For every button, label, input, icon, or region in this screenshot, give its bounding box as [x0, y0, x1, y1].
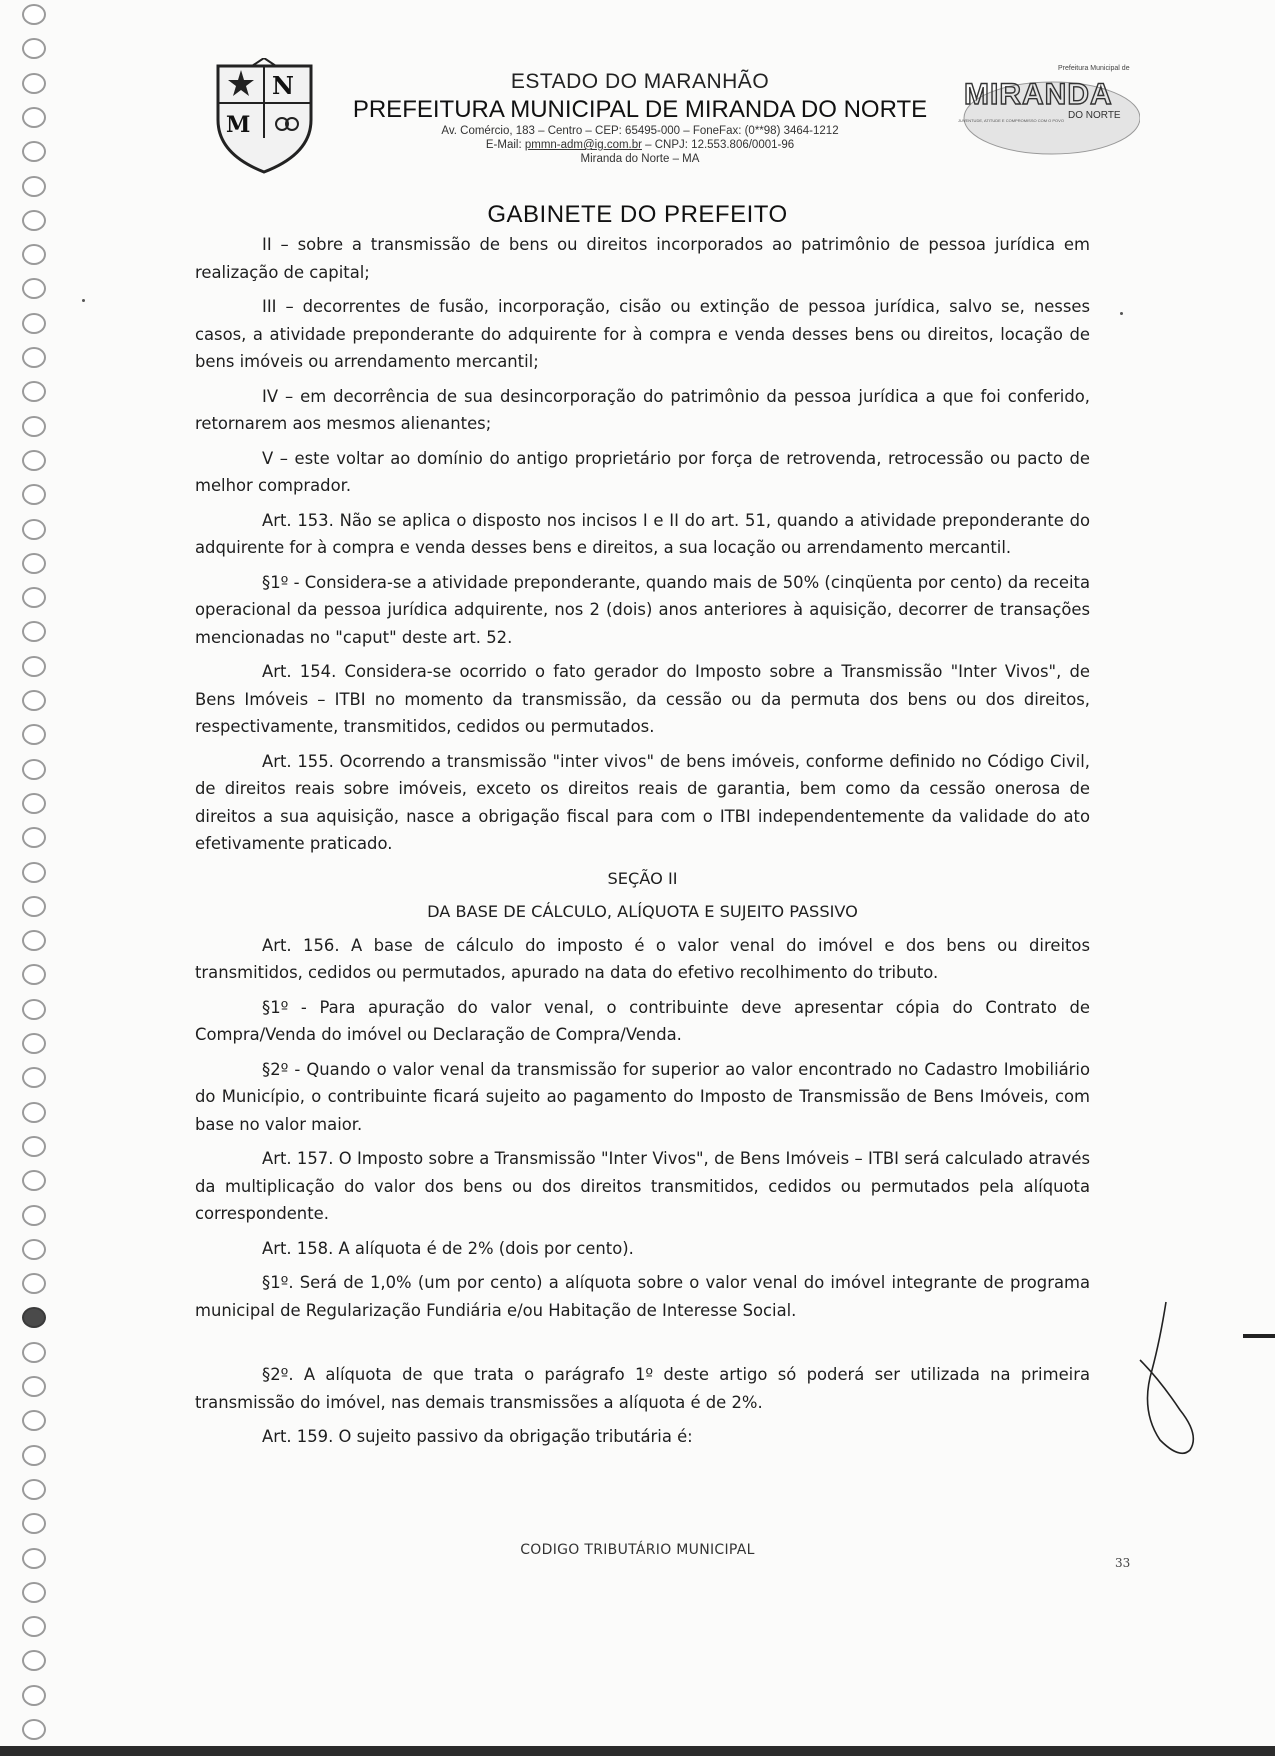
paragraph: §1º - Considera-se a atividade preponderante, quando mais de 50% (cinqüenta por cento) da receita operacional da pessoa jurídica adquirente, nos 2 (dois) anos anteriores à aquisição, decorrer de transações mencionadas no "caput" deste art. 52. — [195, 572, 1090, 647]
binding-hole — [22, 759, 46, 780]
binding-hole — [22, 244, 46, 265]
speck — [1120, 312, 1123, 315]
paragraph: III – decorrentes de fusão, incorporação, cisão ou extinção de pessoa jurídica, salvo se, nesses casos, a atividade preponderante do adquirente for à compra e venda desses bens ou direitos, locação de bens imóveis ou arrendamento mercantil; — [195, 297, 1090, 371]
paragraph: §2º. A alíquota de que trata o parágrafo 1º deste artigo só poderá ser utilizada na primeira transmissão do imóvel, nas demais transmissões a alíquota é de 2%. — [195, 1365, 1090, 1412]
binding-hole — [22, 1479, 46, 1500]
binding-holes — [18, 0, 48, 1756]
binding-hole — [22, 1616, 46, 1637]
paragraph: Art. 153. Não se aplica o disposto nos incisos I e II do art. 51, quando a atividade preponderante do adquirente for à compra e venda desses bens e direitos, a sua locação ou arrendamento mercantil. — [195, 510, 1090, 557]
binding-hole — [22, 1513, 46, 1534]
binding-hole — [22, 827, 46, 848]
binding-hole — [22, 1410, 46, 1431]
crest-letter-m: M — [226, 112, 251, 138]
binding-hole — [22, 1136, 46, 1157]
paragraph: Art. 156. A base de cálculo do imposto é o valor venal do imóvel e dos bens ou direitos transmitidos, cedidos ou permutados, apurado na data do efetivo recolhimento do tributo. — [195, 935, 1090, 982]
edge-mark — [1243, 1334, 1275, 1338]
section-number: SEÇÃO II — [607, 868, 678, 888]
city-line: Miranda do Norte – MA — [580, 153, 700, 165]
binding-hole — [22, 313, 46, 334]
paragraph: IV – em decorrência de sua desincorporação do patrimônio da pessoa jurídica a que foi conferido, retornarem aos mesmos alienantes; — [195, 386, 1090, 433]
binding-hole — [22, 1205, 46, 1226]
binding-hole — [22, 656, 46, 677]
contact-line — [330, 138, 950, 152]
binding-hole — [22, 862, 46, 883]
binding-hole — [22, 484, 46, 505]
paragraph: Art. 157. O Imposto sobre a Transmissão "Inter Vivos", de Bens Imóveis – ITBI será calculado através da multiplicação do valor dos bens ou dos direitos transmitidos, cedidos ou permutados pela alíquota correspondente. — [195, 1149, 1090, 1223]
binding-hole — [22, 1307, 46, 1328]
binding-hole — [22, 964, 46, 985]
binding-hole — [22, 1685, 46, 1706]
binding-hole — [22, 1102, 46, 1123]
binding-hole — [22, 1170, 46, 1191]
paragraph: II – sobre a transmissão de bens ou direitos incorporados ao patrimônio de pessoa jurídica em realização de capital; — [195, 235, 1090, 282]
binding-hole — [22, 621, 46, 642]
page-number: 33 — [1115, 1556, 1131, 1570]
binding-hole — [22, 278, 46, 299]
speck — [82, 299, 85, 302]
section-title: DA BASE DE CÁLCULO, ALÍQUOTA E SUJEITO PASSIVO — [427, 902, 858, 921]
paragraph: Art. 159. O sujeito passivo da obrigação tributária é: — [262, 1427, 693, 1446]
binding-hole — [22, 553, 46, 574]
cnpj: – CNPJ: 12.553.806/0001-96 — [641, 139, 795, 151]
binding-hole — [22, 793, 46, 814]
page-title: GABINETE DO PREFEITO — [487, 201, 788, 228]
binding-hole — [22, 999, 46, 1020]
binding-hole — [22, 1273, 46, 1294]
logo-sub1: DO NORTE — [1068, 110, 1121, 121]
paragraph: §2º - Quando o valor venal da transmissão for superior ao valor encontrado no Cadastro Imobiliário do Município, o contribuinte ficará sujeito ao pagamento do Imposto de Transmissão de Bens Imóveis, com base no valor maior. — [195, 1059, 1090, 1134]
binding-hole — [22, 416, 46, 437]
scan-bottom-edge — [0, 1746, 1275, 1756]
logo-word: MIRANDA — [964, 78, 1113, 111]
address-line: Av. Comércio, 183 – Centro – CEP: 65495-000 – FoneFax: (0**98) 3464-1212 — [441, 125, 839, 137]
paragraph: §1º - Para apuração do valor venal, o contribuinte deve apresentar cópia do Contrato de Compra/Venda do imóvel ou Declaração de Compra/Venda. — [195, 997, 1090, 1044]
logo-small-top: Prefeitura Municipal de — [1058, 65, 1130, 72]
paragraph: Art. 158. A alíquota é de 2% (dois por cento). — [262, 1238, 634, 1258]
binding-hole — [22, 1445, 46, 1466]
binding-hole — [22, 1376, 46, 1397]
letterhead — [330, 70, 950, 166]
binding-hole — [22, 141, 46, 162]
footer-text: CODIGO TRIBUTÁRIO MUNICIPAL — [520, 1542, 755, 1558]
binding-hole — [22, 896, 46, 917]
binding-hole — [22, 73, 46, 94]
paragraph: V – este voltar ao domínio do antigo proprietário por força de retrovenda, retrocessão ou pacto de melhor comprador. — [195, 448, 1090, 495]
binding-hole — [22, 107, 46, 128]
binding-hole — [22, 1342, 46, 1363]
binding-hole — [22, 1582, 46, 1603]
binding-hole — [22, 176, 46, 197]
binding-hole — [22, 1067, 46, 1088]
binding-hole — [22, 519, 46, 540]
signature-icon — [1130, 1300, 1220, 1460]
binding-hole — [22, 450, 46, 471]
binding-hole — [22, 1033, 46, 1054]
logo-sub2: JUVENTUDE, ATITUDE E COMPROMISSO COM O POVO — [958, 118, 1064, 123]
paragraph: Art. 155. Ocorrendo a transmissão "inter vivos" de bens imóveis, conforme definido no Código Civil, de direitos reais sobre imóveis, exceto os direitos reais de garantia, bem como da cessão onerosa de direitos a sua aquisição, nasce a obrigação fiscal para com o ITBI independentemente da validade do ato efetivamente praticado. — [195, 751, 1090, 853]
prefeitura-name: PREFEITURA MUNICIPAL DE MIRANDA DO NORTE — [352, 96, 928, 123]
miranda-logo-icon — [940, 52, 1140, 164]
document-body — [195, 231, 1090, 1458]
binding-hole — [22, 1239, 46, 1260]
email-label: E-Mail: — [485, 139, 525, 151]
binding-hole — [22, 930, 46, 951]
crest-letter-n: N — [272, 71, 294, 100]
binding-hole — [22, 381, 46, 402]
municipal-crest-icon — [212, 58, 317, 176]
binding-hole — [22, 1719, 46, 1740]
binding-hole — [22, 690, 46, 711]
email-address: pmmn-adm@ig.com.br — [524, 139, 642, 151]
binding-hole — [22, 4, 46, 25]
paragraph: §1º. Será de 1,0% (um por cento) a alíquota sobre o valor venal do imóvel integrante de programa municipal de Regularização Fundiária e/ou Habitação de Interesse Social. — [195, 1273, 1090, 1320]
paragraph: Art. 154. Considera-se ocorrido o fato gerador do Imposto sobre a Transmissão "Inter Vivos", de Bens Imóveis – ITBI no momento da transmissão, da cessão ou da permuta dos bens ou dos direitos, respectivamente, transmitidos, cedidos ou permutados. — [195, 662, 1090, 736]
spacer — [195, 1331, 1090, 1361]
binding-hole — [22, 347, 46, 368]
binding-hole — [22, 38, 46, 59]
binding-hole — [22, 1650, 46, 1671]
binding-hole — [22, 724, 46, 745]
state-name: ESTADO DO MARANHÃO — [510, 70, 770, 93]
binding-hole — [22, 587, 46, 608]
